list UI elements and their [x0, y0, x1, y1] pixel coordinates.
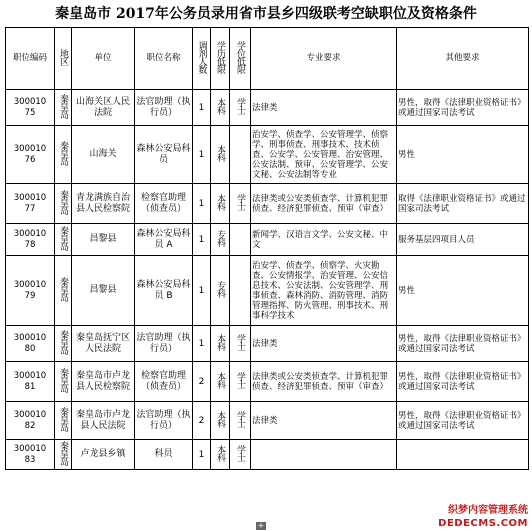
header-count: 调剂人数	[193, 28, 211, 90]
cell-degree: 学士	[230, 90, 251, 126]
cell-degree	[230, 256, 251, 326]
cell-count: 1	[193, 440, 211, 470]
header-position: 职位名称	[135, 28, 193, 90]
code-prefix: 300010	[13, 96, 47, 107]
cell-degree: 学士	[230, 184, 251, 224]
cell-education: 专科	[211, 224, 230, 256]
cell-education: 专科	[211, 256, 230, 326]
header-major: 专业要求	[251, 28, 397, 90]
cell-other: 男性，取得《法律职业资格证书》或通过国家司法考试	[397, 90, 529, 126]
header-degree: 学位低限	[230, 28, 251, 90]
cell-position: 森林公安局科员 B	[135, 256, 193, 326]
cell-unit: 昌黎县	[72, 224, 135, 256]
cell-other: 男性	[397, 256, 529, 326]
cell-education: 本科	[211, 90, 230, 126]
cell-unit: 山海关	[72, 126, 135, 184]
cell-region: 秦皇岛	[55, 184, 72, 224]
cell-other: 男性，取得《法律职业资格证书》或通过国家司法考试	[397, 402, 529, 440]
code-suffix: 80	[24, 343, 36, 354]
cell-code	[6, 90, 55, 126]
cell-code	[6, 256, 55, 326]
cell-count: 2	[193, 362, 211, 402]
cell-major: 法律类	[251, 90, 397, 126]
cell-code	[6, 126, 55, 184]
cell-code	[6, 402, 55, 440]
cell-position: 法官助理（执行员）	[135, 90, 193, 126]
table-row	[6, 256, 529, 326]
cell-region: 秦皇岛	[55, 440, 72, 470]
cell-major: 治安学、侦查学、公安管理学、侦察学、刑事侦查、刑事技术、技术侦查、公安学、公安管理、治安管理、公安法制、预审、公安管理学、公安文秘、公安法制等专业	[251, 126, 397, 184]
code-suffix: 75	[24, 107, 36, 118]
cell-region: 秦皇岛	[55, 256, 72, 326]
table-row	[6, 326, 529, 362]
cell-unit: 卢龙县乡镇	[72, 440, 135, 470]
page-title: 秦皇岛市 2017年公务员录用省市县乡四级联考空缺职位及资格条件	[55, 6, 477, 22]
cell-degree: 学士	[230, 362, 251, 402]
watermark	[412, 500, 532, 530]
cell-unit: 昌黎县	[72, 256, 135, 326]
code-prefix: 300010	[13, 279, 47, 290]
cell-region: 秦皇岛	[55, 224, 72, 256]
code-prefix: 300010	[13, 143, 47, 154]
table-row	[6, 362, 529, 402]
table-row	[6, 90, 529, 126]
cell-count: 1	[193, 326, 211, 362]
cell-major: 法律类或公安类侦查学、计算机犯罪侦查、经济犯罪侦查、预审（审查）	[251, 362, 397, 402]
header-region: 地区	[55, 28, 72, 90]
table-row	[6, 440, 529, 470]
cell-education: 本科	[211, 362, 230, 402]
cell-region: 秦皇岛	[55, 402, 72, 440]
cell-position: 检察官助理（侦查员）	[135, 362, 193, 402]
cell-major: 法律类或公安类侦查学、计算机犯罪侦查、经济犯罪侦查、预审（审查）	[251, 184, 397, 224]
code-prefix: 300010	[13, 228, 47, 239]
code-suffix: 81	[24, 381, 36, 392]
cell-major: 法律类	[251, 326, 397, 362]
cell-major: 治安学、侦查学、侦察学、火灾勘查、公安情报学、治安管理、公安信息技术、公安法制、公安管理学、刑事侦查、森林消防、消防管理、消防管理指挥、防火管理、刑事技术、刑事科学技术	[251, 256, 397, 326]
header-code: 职位编码	[6, 28, 55, 90]
cell-code	[6, 184, 55, 224]
watermark-url: DEDECMS.COM	[438, 518, 528, 529]
cell-education: 本科	[211, 126, 230, 184]
cell-major	[251, 440, 397, 470]
cell-degree: 学士	[230, 440, 251, 470]
code-prefix: 300010	[13, 332, 47, 343]
code-suffix: 82	[24, 420, 36, 431]
cell-position: 科员	[135, 440, 193, 470]
cell-count: 2	[193, 402, 211, 440]
table-row	[6, 224, 529, 256]
cell-major: 法律类	[251, 402, 397, 440]
cell-code	[6, 362, 55, 402]
code-prefix: 300010	[13, 192, 47, 203]
code-prefix: 300010	[13, 443, 47, 454]
cell-education: 本科	[211, 440, 230, 470]
cell-code	[6, 224, 55, 256]
cell-region: 秦皇岛	[55, 90, 72, 126]
code-suffix: 79	[24, 290, 36, 301]
header-education: 学历低限	[211, 28, 230, 90]
cell-degree: 学士	[230, 402, 251, 440]
header-other: 其他要求	[397, 28, 529, 90]
cell-other: 男性，取得《法律职业资格证书》或通过国家司法考试	[397, 326, 529, 362]
table-row	[6, 402, 529, 440]
cell-unit: 秦皇岛抚宁区人民法院	[72, 326, 135, 362]
table-row	[6, 126, 529, 184]
cell-code	[6, 440, 55, 470]
cell-position: 法官助理（执行员）	[135, 402, 193, 440]
cell-position: 森林公安局科员 A	[135, 224, 193, 256]
watermark-text: 织梦内容管理系统	[448, 505, 528, 516]
positions-table	[5, 27, 529, 470]
cell-count: 1	[193, 224, 211, 256]
cell-count: 1	[193, 126, 211, 184]
cell-code	[6, 326, 55, 362]
cell-degree	[230, 126, 251, 184]
expand-button[interactable]: +	[257, 521, 265, 530]
cell-education: 本科	[211, 326, 230, 362]
code-suffix: 76	[24, 154, 36, 165]
cell-region: 秦皇岛	[55, 126, 72, 184]
code-suffix: 78	[24, 239, 36, 250]
cell-count: 1	[193, 184, 211, 224]
cell-other: 男性	[397, 126, 529, 184]
cell-degree	[230, 224, 251, 256]
code-suffix: 77	[24, 203, 36, 214]
cell-other	[397, 440, 529, 470]
table-row	[6, 184, 529, 224]
cell-position: 法官助理（执行员）	[135, 326, 193, 362]
cell-other: 男性，取得《法律职业资格证书》或通过国家司法考试	[397, 362, 529, 402]
cell-degree: 学士	[230, 326, 251, 362]
cell-unit: 青龙满族自治县人民检察院	[72, 184, 135, 224]
cell-region: 秦皇岛	[55, 326, 72, 362]
cell-count: 1	[193, 90, 211, 126]
cell-education: 本科	[211, 402, 230, 440]
cell-education: 本科	[211, 184, 230, 224]
cell-position: 森林公安局科员	[135, 126, 193, 184]
cell-other: 服务基层四项目人员	[397, 224, 529, 256]
cell-major: 新闻学、汉语言文学、公安文秘、中文	[251, 224, 397, 256]
code-prefix: 300010	[13, 409, 47, 420]
cell-region: 秦皇岛	[55, 362, 72, 402]
header-unit: 单位	[72, 28, 135, 90]
code-prefix: 300010	[13, 370, 47, 381]
code-suffix: 83	[24, 454, 36, 465]
header-row	[6, 28, 529, 90]
cell-unit: 秦皇岛市卢龙县人民检察院	[72, 362, 135, 402]
cell-unit: 秦皇岛市卢龙县人民法院	[72, 402, 135, 440]
cell-count: 1	[193, 256, 211, 326]
cell-other: 取得《法律职业资格证书》或通过国家司法考试	[397, 184, 529, 224]
cell-unit: 山海关区人民法院	[72, 90, 135, 126]
cell-position: 检察官助理（侦查员）	[135, 184, 193, 224]
